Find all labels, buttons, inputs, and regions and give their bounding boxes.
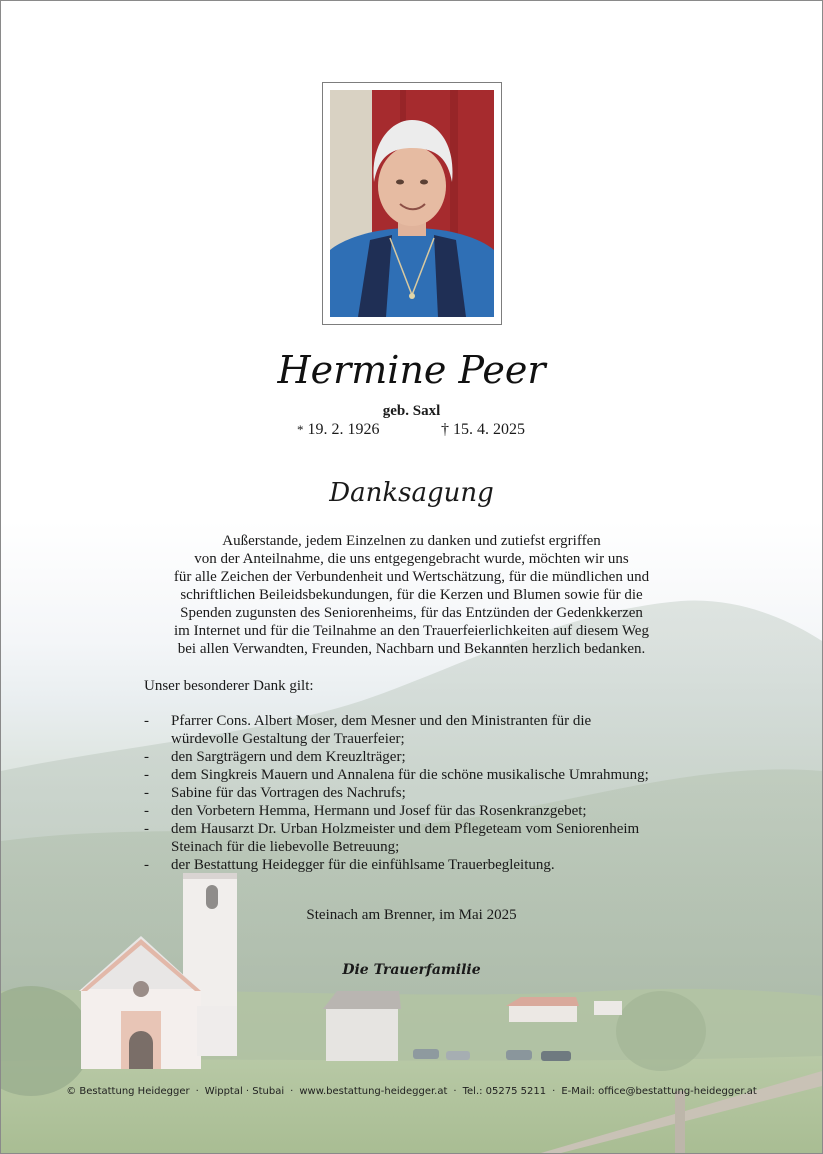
list-item (144, 712, 649, 748)
footer-website-link[interactable]: www.bestattung-heidegger.at (299, 1086, 448, 1097)
list-item-text-cont: würdevolle Gestaltung der Trauerfeier; (171, 731, 405, 747)
footer (1, 1086, 822, 1097)
list-item-text: dem Singkreis Mauern und Annalena für die schöne musikalische Umrahmung; (171, 767, 649, 783)
cross-icon: † (441, 421, 449, 438)
bullet-dash: - (144, 803, 149, 819)
death-date-line (441, 421, 525, 439)
list-item-text: den Sargträgern und dem Kreuzlträger; (171, 749, 406, 765)
special-thanks-label: Unser besonderer Dank gilt: (144, 678, 314, 694)
intro-line: von der Anteilnahme, die uns entgegengebracht wurde, möchten wir uns (194, 551, 629, 567)
birth-date-line (297, 421, 380, 439)
intro-line: Außerstande, jedem Einzelnen zu danken und zutiefst ergriffen (222, 533, 601, 549)
bullet-dash: - (144, 785, 149, 801)
list-item-text: den Vorbetern Hemma, Hermann und Josef für das Rosenkranzgebet; (171, 803, 587, 819)
list-item-text-cont: Steinach für die liebevolle Betreuung; (171, 839, 400, 855)
list-item-text: Sabine für das Vortragen des Nachrufs; (171, 785, 406, 801)
list-item-text: dem Hausarzt Dr. Urban Holzmeister und dem Pflegeteam vom Seniorenheim (171, 821, 640, 837)
birth-name: geb. Saxl (382, 403, 441, 419)
footer-region: Wipptal · Stubai (204, 1086, 285, 1097)
footer-phone[interactable]: Tel.: 05275 5211 (462, 1086, 547, 1097)
bullet-dash: - (144, 749, 149, 765)
intro-line: schriftlichen Beileidsbekundungen, für die Kerzen und Blumen sowie für die (180, 587, 643, 603)
birth-symbol: * (297, 422, 304, 437)
list-item (144, 856, 649, 874)
list-item-text: der Bestattung Heidegger für die einfühlsame Trauerbegleitung. (171, 857, 555, 873)
thanks-list (144, 712, 649, 874)
birth-date: 19. 2. 1926 (307, 421, 380, 438)
footer-separator: · (290, 1086, 294, 1097)
portrait-frame (322, 82, 502, 325)
list-item-text: Pfarrer Cons. Albert Moser, dem Mesner und den Ministranten für die (171, 713, 592, 729)
list-item (144, 802, 649, 820)
bullet-dash: - (144, 857, 149, 873)
intro-line: im Internet und für die Teilnahme an den Trauerfeierlichkeiten auf diesem Weg (174, 623, 649, 639)
intro-line: bei allen Verwandten, Freunden, Nachbarn und Bekannten herzlich bedanken. (177, 641, 646, 657)
place-and-date: Steinach am Brenner, im Mai 2025 (306, 907, 517, 923)
list-item (144, 766, 649, 784)
portrait-photo (330, 90, 494, 317)
footer-email-link[interactable]: E-Mail: office@bestattung-heidegger.at (561, 1086, 757, 1097)
bullet-dash: - (144, 713, 149, 729)
intro-line: für alle Zeichen der Verbundenheit und Wertschätzung, für die mündlichen und (173, 569, 650, 585)
thanks-heading: Danksagung (329, 478, 494, 508)
death-date: 15. 4. 2025 (453, 421, 525, 438)
footer-separator: · (552, 1086, 556, 1097)
bullet-dash: - (144, 767, 149, 783)
bullet-dash: - (144, 821, 149, 837)
footer-separator: · (195, 1086, 199, 1097)
family-signature: Die Trauerfamilie (342, 962, 481, 978)
intro-line: Spenden zugunsten des Seniorenheims, für das Entzünden der Gedenkkerzen (180, 605, 643, 621)
list-item (144, 748, 649, 766)
footer-separator: · (453, 1086, 457, 1097)
intro-paragraph (101, 532, 722, 658)
deceased-name: Hermine Peer (277, 348, 546, 392)
list-item (144, 784, 649, 802)
list-item (144, 820, 649, 856)
footer-copyright: © Bestattung Heidegger (66, 1086, 190, 1097)
